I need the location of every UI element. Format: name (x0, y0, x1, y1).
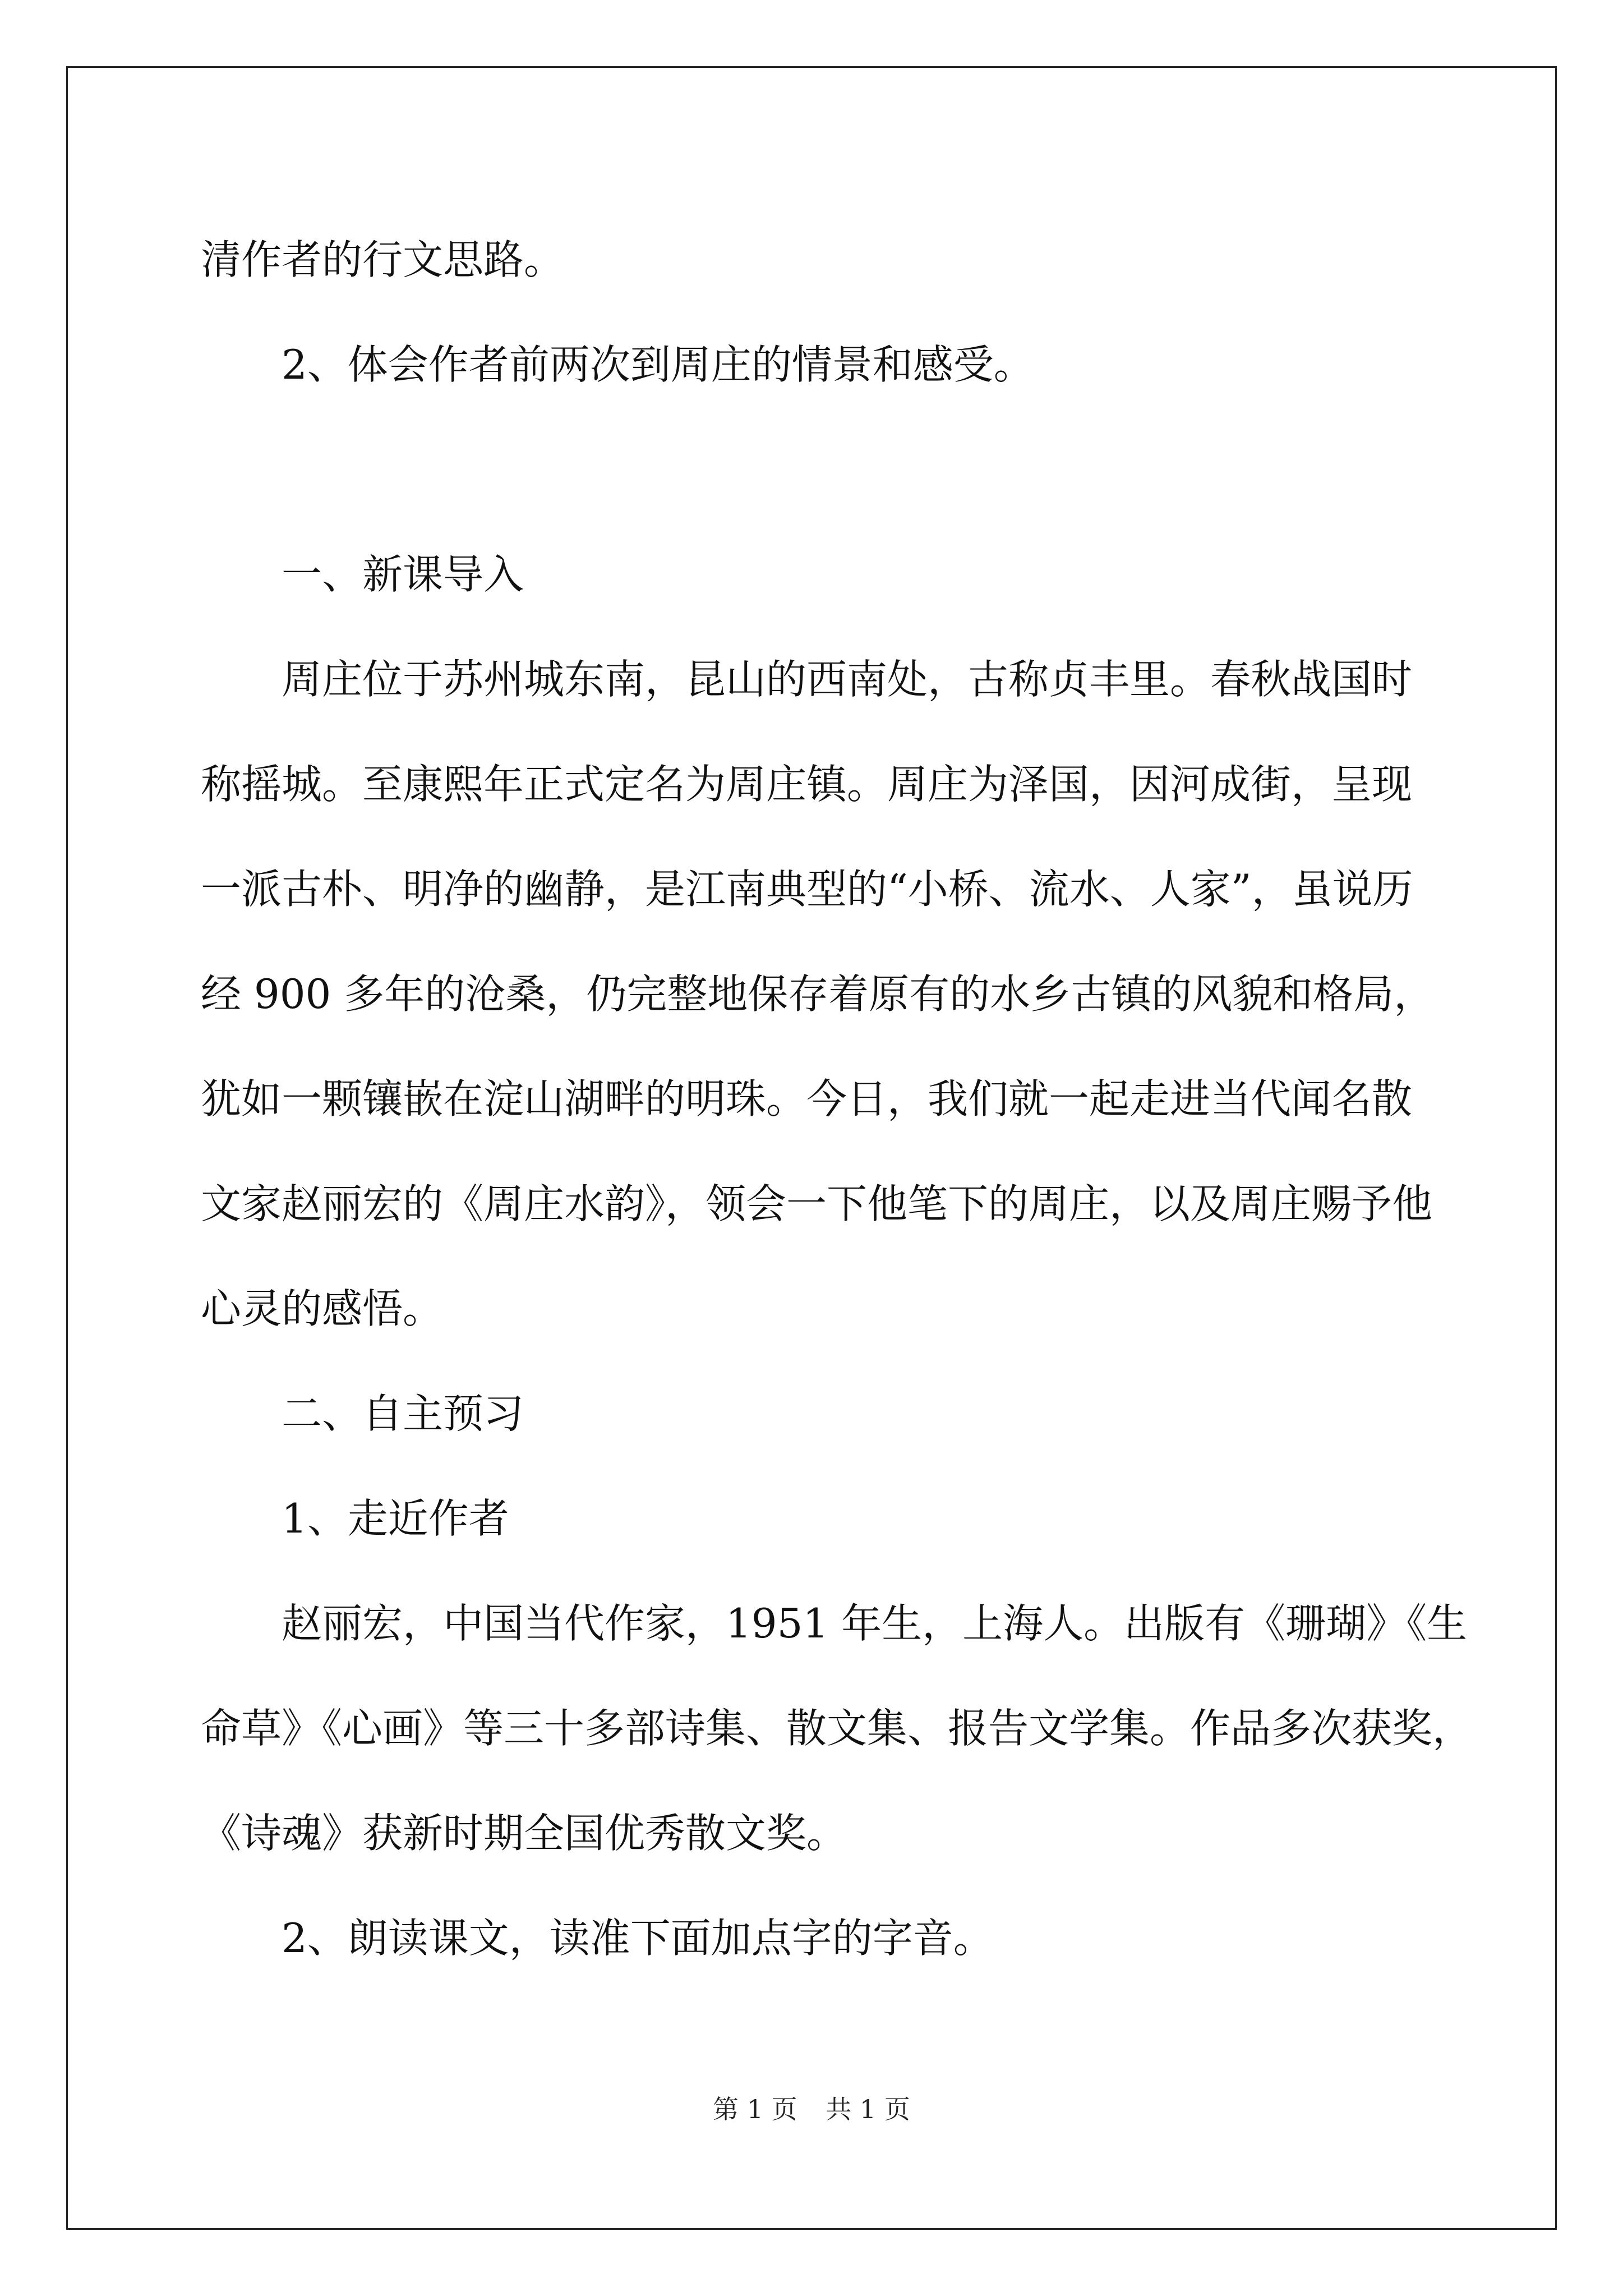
paragraph-author-line: 《诗魂》获新时期全国优秀散文奖。 (201, 1810, 847, 1857)
paragraph-intro-line: 周庄位于苏州城东南，昆山的西南处，古称贞丰里。春秋战国时 (282, 656, 1413, 703)
paragraph-intro-line: 文家赵丽宏的《周庄水韵》，领会一下他笔下的周庄，以及周庄赐予他 (201, 1180, 1433, 1227)
document-body (201, 208, 1473, 1991)
paragraph-intro-line: 一派古朴、明净的幽静，是江南典型的“小桥、流水、人家”，虽说历 (201, 866, 1413, 913)
page-number-current: 第 1 页 (713, 2094, 797, 2124)
paragraph-author-line: 命草》《心画》等三十多部诗集、散文集、报告文学集。作品多次获奖， (201, 1705, 1473, 1752)
paragraph-intro-line: 称摇城。至康熙年正式定名为周庄镇。周庄为泽国，因河成街，呈现 (201, 761, 1413, 808)
paragraph-intro-line: 心灵的感悟。 (201, 1285, 444, 1332)
blank-line (201, 417, 1435, 522)
text-line-continuation: 清作者的行文思路。 (201, 236, 565, 283)
page-footer (0, 2092, 1623, 2126)
section-heading-intro: 一、新课导入 (282, 551, 524, 598)
paragraph-intro-line: 犹如一颗镶嵌在淀山湖畔的明珠。今日，我们就一起走进当代闻名散 (201, 1075, 1413, 1122)
section-heading-preview: 二、自主预习 (282, 1390, 524, 1437)
page-number-total: 共 1 页 (826, 2094, 910, 2124)
paragraph-intro-line: 经 900 多年的沧桑，仍完整地保存着原有的水乡古镇的风貌和格局， (201, 970, 1435, 1018)
paragraph-author-line: 赵丽宏，中国当代作家，1951 年生，上海人。出版有《珊瑚》《生 (282, 1600, 1468, 1647)
subheading-reading: 2、朗读课文，读准下面加点字的字音。 (282, 1915, 994, 1962)
objective-item-2: 2、体会作者前两次到周庄的情景和感受。 (282, 341, 1034, 388)
subheading-author: 1、走近作者 (282, 1495, 509, 1542)
